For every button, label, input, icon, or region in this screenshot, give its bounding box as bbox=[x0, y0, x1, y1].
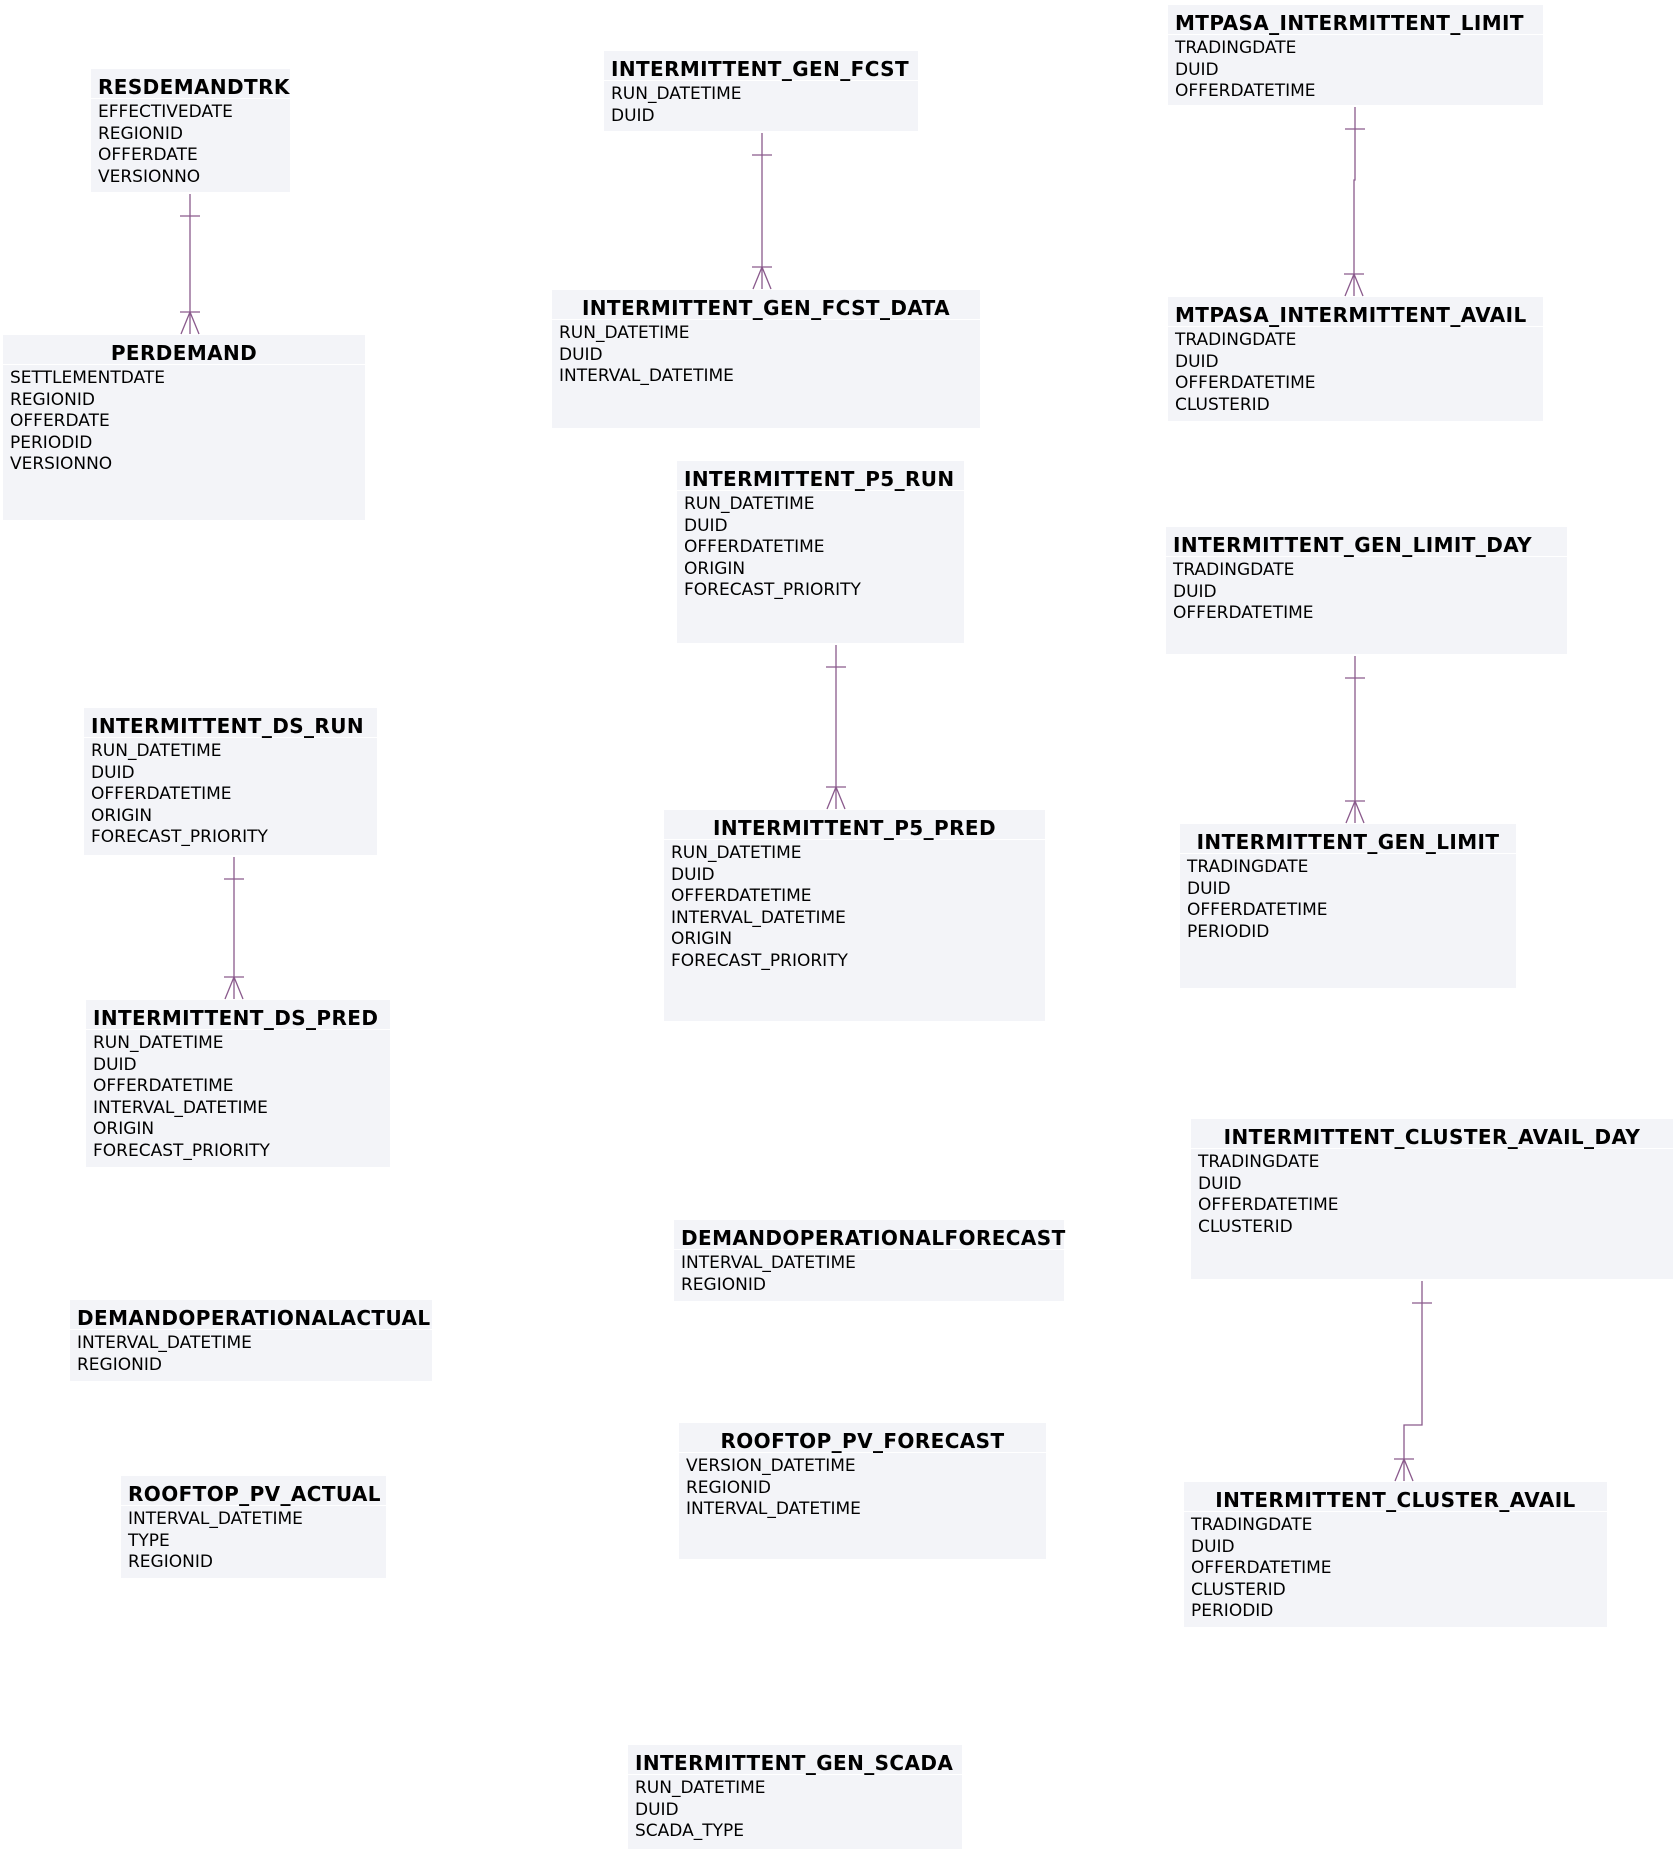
entity-title: INTERMITTENT_CLUSTER_AVAIL_DAY bbox=[1191, 1119, 1673, 1149]
entity-mtpasa-intermittent-limit[interactable] bbox=[1168, 5, 1543, 105]
entity-attribute: FORECAST_PRIORITY bbox=[91, 827, 268, 847]
entity-mtpasa-intermittent-avail[interactable] bbox=[1168, 297, 1543, 421]
entity-title: INTERMITTENT_DS_PRED bbox=[86, 1000, 390, 1030]
entity-attribute: DUID bbox=[91, 762, 135, 783]
entity-attribute: OFFERDATETIME bbox=[1198, 1195, 1339, 1215]
entity-attribute: DUID bbox=[559, 344, 603, 365]
entity-attribute: INTERVAL_DATETIME bbox=[559, 366, 734, 386]
entity-attribute: OFFERDATETIME bbox=[684, 537, 825, 557]
entity-attribute: PERIODID bbox=[1187, 921, 1270, 942]
entity-attribute: TRADINGDATE bbox=[1198, 1152, 1320, 1172]
entity-attribute-list bbox=[1166, 557, 1567, 625]
entity-attribute: REGIONID bbox=[681, 1274, 766, 1295]
entity-title: ROOFTOP_PV_ACTUAL bbox=[121, 1476, 386, 1506]
entity-attribute: ORIGIN bbox=[671, 929, 733, 949]
entity-title: INTERMITTENT_P5_PRED bbox=[664, 810, 1045, 840]
entity-attribute: OFFERDATETIME bbox=[1175, 81, 1316, 101]
entity-attribute-list bbox=[121, 1506, 386, 1574]
entity-attribute: SCADA_TYPE bbox=[635, 1821, 744, 1841]
entity-attribute: INTERVAL_DATETIME bbox=[686, 1499, 861, 1519]
entity-attribute-list bbox=[84, 738, 377, 849]
crows-foot-left bbox=[1395, 1459, 1404, 1481]
entity-title: INTERMITTENT_GEN_FCST bbox=[604, 51, 918, 81]
crows-foot-left bbox=[1346, 801, 1355, 823]
entity-attribute-list bbox=[664, 840, 1045, 972]
crows-foot-right bbox=[1404, 1459, 1413, 1481]
entity-attribute: PERIODID bbox=[1191, 1601, 1274, 1621]
entity-attribute: DUID bbox=[684, 515, 728, 536]
entity-attribute: ORIGIN bbox=[684, 558, 746, 579]
relationship-mtpasa-intermittent-limit-to-mtpasa-intermittent-avail[interactable] bbox=[1344, 107, 1365, 296]
entity-attribute: FORECAST_PRIORITY bbox=[684, 580, 861, 600]
entity-attribute: DUID bbox=[1187, 878, 1231, 899]
crows-foot-right bbox=[762, 267, 771, 289]
entity-attribute: DUID bbox=[93, 1054, 137, 1075]
entity-intermittent-ds-pred[interactable] bbox=[86, 1000, 390, 1167]
entity-title: RESDEMANDTRK bbox=[91, 69, 290, 99]
entity-attribute: OFFERDATETIME bbox=[1173, 603, 1314, 623]
entity-attribute: INTERVAL_DATETIME bbox=[93, 1097, 268, 1118]
entity-title: DEMANDOPERATIONALFORECAST bbox=[674, 1220, 1064, 1250]
relationship-line bbox=[1404, 1281, 1422, 1481]
entity-attribute: DUID bbox=[1175, 351, 1219, 372]
entity-attribute: DUID bbox=[611, 105, 655, 126]
entity-rooftop-pv-actual[interactable] bbox=[121, 1476, 386, 1578]
entity-attribute: DUID bbox=[635, 1799, 679, 1820]
entity-attribute-list bbox=[1184, 1512, 1607, 1623]
entity-attribute: VERSIONNO bbox=[10, 454, 113, 474]
entity-intermittent-p5-pred[interactable] bbox=[664, 810, 1045, 1021]
entity-demandoperationalactual[interactable] bbox=[70, 1300, 432, 1381]
entity-attribute: INTERVAL_DATETIME bbox=[681, 1253, 856, 1273]
entity-attribute: FORECAST_PRIORITY bbox=[671, 950, 848, 971]
entity-attribute: TRADINGDATE bbox=[1175, 38, 1297, 58]
entity-attribute: REGIONID bbox=[10, 389, 95, 410]
crows-foot-right bbox=[1355, 801, 1364, 823]
crows-foot-right bbox=[190, 312, 199, 334]
crows-foot-left bbox=[225, 977, 234, 999]
entity-attribute: OFFERDATETIME bbox=[93, 1076, 234, 1096]
entity-attribute-list bbox=[628, 1775, 962, 1843]
entity-intermittent-ds-run[interactable] bbox=[84, 708, 377, 855]
entity-attribute: INTERVAL_DATETIME bbox=[77, 1333, 252, 1353]
entity-intermittent-gen-fcst-data[interactable] bbox=[552, 290, 980, 428]
entity-attribute: DUID bbox=[1175, 59, 1219, 80]
entity-attribute: RUN_DATETIME bbox=[559, 323, 690, 343]
entity-attribute: FORECAST_PRIORITY bbox=[93, 1140, 270, 1161]
entity-attribute-list bbox=[1168, 35, 1543, 103]
entity-attribute: ORIGIN bbox=[93, 1119, 155, 1139]
entity-attribute: TYPE bbox=[128, 1530, 170, 1551]
entity-demandoperationalforecast[interactable] bbox=[674, 1220, 1064, 1301]
entity-attribute: TRADINGDATE bbox=[1187, 857, 1309, 877]
entity-attribute: CLUSTERID bbox=[1198, 1216, 1293, 1237]
entity-attribute: RUN_DATETIME bbox=[91, 741, 222, 761]
entity-title: INTERMITTENT_GEN_LIMIT_DAY bbox=[1166, 527, 1567, 557]
crows-foot-left bbox=[181, 312, 190, 334]
entity-attribute: TRADINGDATE bbox=[1173, 560, 1295, 580]
entity-title: DEMANDOPERATIONALACTUAL bbox=[70, 1300, 432, 1330]
entity-attribute-list bbox=[1180, 854, 1516, 943]
entity-attribute: VERSION_DATETIME bbox=[686, 1456, 856, 1476]
entity-intermittent-cluster-avail-day[interactable] bbox=[1191, 1119, 1673, 1279]
entity-attribute: RUN_DATETIME bbox=[671, 843, 802, 863]
entity-attribute: OFFERDATE bbox=[10, 411, 110, 431]
entity-attribute: RUN_DATETIME bbox=[684, 494, 815, 514]
entity-attribute-list bbox=[1168, 327, 1543, 416]
entity-attribute: TRADINGDATE bbox=[1191, 1515, 1313, 1535]
entity-attribute: OFFERDATE bbox=[98, 145, 198, 165]
entity-attribute-list bbox=[86, 1030, 390, 1162]
entity-attribute: ORIGIN bbox=[91, 805, 153, 826]
entity-intermittent-gen-scada[interactable] bbox=[628, 1745, 962, 1849]
entity-title: ROOFTOP_PV_FORECAST bbox=[679, 1423, 1046, 1453]
entity-title: INTERMITTENT_CLUSTER_AVAIL bbox=[1184, 1482, 1607, 1512]
entity-attribute: INTERVAL_DATETIME bbox=[671, 907, 846, 928]
entity-attribute: SETTLEMENTDATE bbox=[10, 368, 165, 388]
entity-attribute-list bbox=[91, 99, 290, 188]
entity-title: INTERMITTENT_GEN_SCADA bbox=[628, 1745, 962, 1775]
entity-attribute: OFFERDATETIME bbox=[1191, 1558, 1332, 1578]
relationship-line bbox=[1354, 107, 1355, 296]
entity-rooftop-pv-forecast[interactable] bbox=[679, 1423, 1046, 1559]
crows-foot-right bbox=[1354, 274, 1363, 296]
entity-intermittent-gen-fcst[interactable] bbox=[604, 51, 918, 131]
entity-intermittent-cluster-avail[interactable] bbox=[1184, 1482, 1607, 1627]
relationship-intermittent-gen-limit-day-to-intermittent-gen-limit[interactable] bbox=[1345, 656, 1365, 823]
crows-foot-left bbox=[1345, 274, 1354, 296]
entity-attribute: OFFERDATETIME bbox=[1187, 900, 1328, 920]
crows-foot-left bbox=[827, 787, 836, 809]
entity-attribute: VERSIONNO bbox=[98, 166, 201, 187]
entity-intermittent-gen-limit-day[interactable] bbox=[1166, 527, 1567, 654]
entity-attribute-list bbox=[1191, 1149, 1673, 1238]
entity-attribute: INTERVAL_DATETIME bbox=[128, 1509, 303, 1529]
relationship-intermittent-gen-fcst-to-intermittent-gen-fcst-data[interactable] bbox=[752, 133, 772, 289]
entity-title: INTERMITTENT_P5_RUN bbox=[677, 461, 964, 491]
entity-attribute: PERIODID bbox=[10, 432, 93, 453]
entity-attribute: RUN_DATETIME bbox=[611, 84, 742, 104]
entity-attribute: DUID bbox=[1198, 1173, 1242, 1194]
entity-attribute: REGIONID bbox=[686, 1477, 771, 1498]
entity-attribute: CLUSTERID bbox=[1191, 1579, 1286, 1600]
entity-attribute: REGIONID bbox=[77, 1354, 162, 1375]
crows-foot-left bbox=[753, 267, 762, 289]
entity-attribute: DUID bbox=[1191, 1536, 1235, 1557]
entity-attribute-list bbox=[3, 365, 365, 476]
entity-attribute: EFFECTIVEDATE bbox=[98, 102, 233, 122]
entity-attribute: TRADINGDATE bbox=[1175, 330, 1297, 350]
crows-foot-right bbox=[234, 977, 243, 999]
entity-attribute: OFFERDATETIME bbox=[91, 784, 232, 804]
entity-attribute-list bbox=[677, 491, 964, 602]
relationship-resdemandtrk-to-perdemand[interactable] bbox=[180, 194, 200, 334]
relationship-intermittent-ds-run-to-intermittent-ds-pred[interactable] bbox=[224, 857, 244, 999]
entity-title: INTERMITTENT_GEN_LIMIT bbox=[1180, 824, 1516, 854]
relationship-intermittent-p5-run-to-intermittent-p5-pred[interactable] bbox=[826, 645, 846, 809]
entity-title: PERDEMAND bbox=[3, 335, 365, 365]
entity-attribute-list bbox=[70, 1330, 432, 1376]
entity-intermittent-p5-run[interactable] bbox=[677, 461, 964, 643]
entity-attribute: CLUSTERID bbox=[1175, 394, 1270, 415]
entity-title: MTPASA_INTERMITTENT_LIMIT bbox=[1168, 5, 1543, 35]
entity-attribute: DUID bbox=[1173, 581, 1217, 602]
entity-attribute-list bbox=[604, 81, 918, 127]
entity-attribute: RUN_DATETIME bbox=[635, 1778, 766, 1798]
entity-attribute-list bbox=[674, 1250, 1064, 1296]
entity-attribute: DUID bbox=[671, 864, 715, 885]
entity-title: INTERMITTENT_DS_RUN bbox=[84, 708, 377, 738]
entity-title: INTERMITTENT_GEN_FCST_DATA bbox=[552, 290, 980, 320]
entity-attribute-list bbox=[552, 320, 980, 388]
entity-attribute: REGIONID bbox=[128, 1552, 213, 1572]
entity-attribute-list bbox=[679, 1453, 1046, 1521]
entity-title: MTPASA_INTERMITTENT_AVAIL bbox=[1168, 297, 1543, 327]
relationship-intermittent-cluster-avail-day-to-intermittent-cluster-avail[interactable] bbox=[1394, 1281, 1432, 1481]
entity-intermittent-gen-limit[interactable] bbox=[1180, 824, 1516, 988]
entity-resdemandtrk[interactable] bbox=[91, 69, 290, 192]
entity-attribute: OFFERDATETIME bbox=[671, 886, 812, 906]
entity-attribute: REGIONID bbox=[98, 123, 183, 144]
crows-foot-right bbox=[836, 787, 845, 809]
entity-attribute: RUN_DATETIME bbox=[93, 1033, 224, 1053]
entity-perdemand[interactable] bbox=[3, 335, 365, 520]
entity-attribute: OFFERDATETIME bbox=[1175, 373, 1316, 393]
